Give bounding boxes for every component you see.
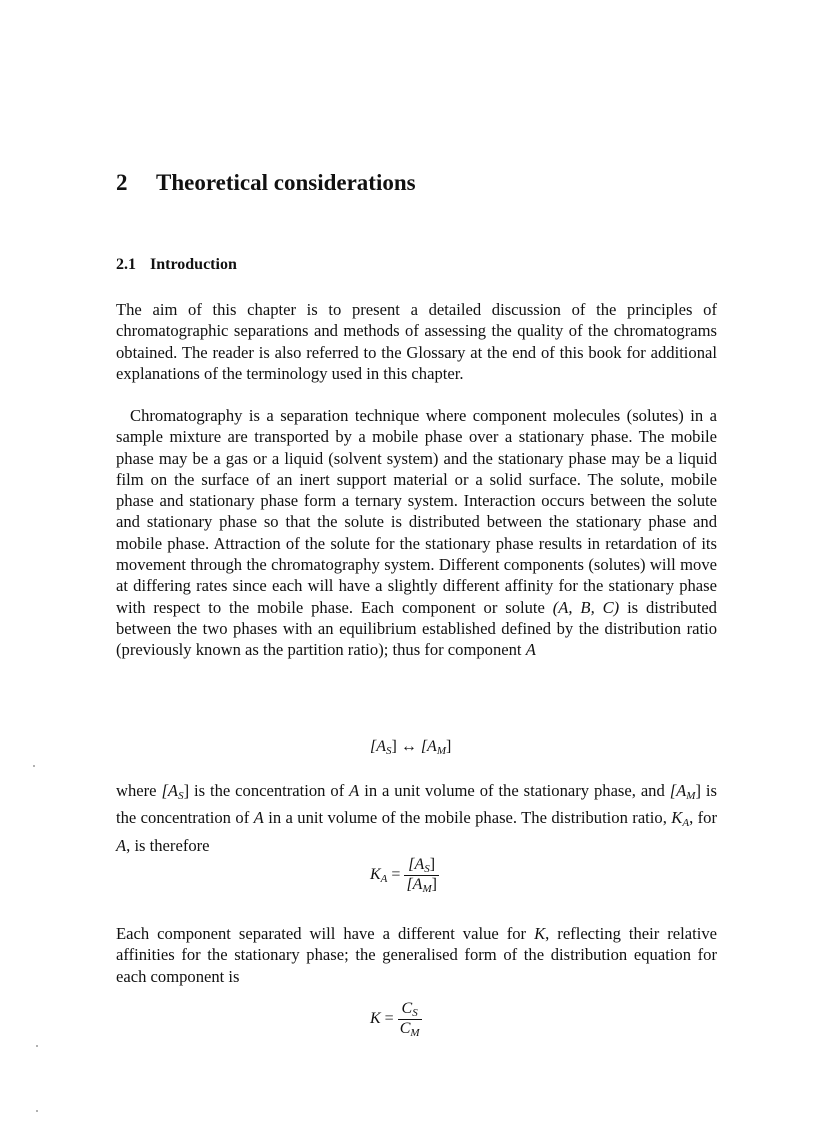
scan-speck	[36, 1110, 38, 1112]
paragraph-chromatography	[116, 405, 717, 661]
distribution-ratio-equation: $K_A$ = $\frac{[A_S]}{[A_M]}$	[370, 856, 437, 895]
paragraph-generalised: Each component separated will have a different value for K, reflecting their relative affinities for the stationary phase; the generalised form of the distribution equation for each component is	[116, 924, 718, 986]
chapter-title	[116, 170, 416, 196]
paragraph-definitions: where $[A_S]$ is the concentration of A in a unit volume of the stationary phase, and $[A_M]$ is the concentration of A in a unit volume of the mobile phase. The distribution ratio, $K_A$, for A, is therefore	[116, 781, 718, 855]
scan-speck	[33, 765, 35, 767]
paragraph-chromatography-tail: is distributed between the two phases with an equilibrium established defined by the distribution ratio (previously known as the partition ratio); thus for component	[116, 597, 717, 660]
chapter-title-text: Theoretical considerations	[156, 170, 416, 195]
section-heading	[116, 256, 237, 274]
chapter-number: 2	[116, 170, 128, 195]
solute-list: (A, B, C)	[552, 597, 620, 617]
section-number: 2.1	[116, 256, 136, 273]
general-distribution-equation: K = $\frac{C_S}{C_M}$	[370, 1000, 420, 1039]
equilibrium-arrow: ↔	[400, 738, 417, 755]
distribution-ratio-fraction: $\frac{[A_S]}{[A_M]}$	[406, 856, 437, 895]
paragraph-chromatography-main: Chromatography is a separation technique where component molecules (solutes) in a sample mixture are transported by a mobile phase over a stationary phase. The mobile phase may be a gas or a liquid (solvent system) and the stationary phase may be a liquid film on the surface of an inert support material or a solid surface. The solute, mobile phase and stationary phase form a ternary system. Interaction occurs between the solute and stationary phase so that the solute is distributed between the stationary phase and mobile phase. Attraction of the solute for the stationary phase results in retardation of its movement through the chromatography system. Different components (solutes) will move at differing rates since each will have a slightly different affinity for the stationary phase with respect to the mobile phase. Each component or solute	[116, 406, 717, 617]
component-var: A	[525, 640, 536, 660]
scan-speck	[36, 1045, 38, 1047]
section-title-text: Introduction	[150, 256, 237, 273]
general-distribution-fraction: $\frac{C_S}{C_M}$	[399, 1000, 420, 1039]
equilibrium-equation: $[A_S]$ ↔ $[A_M]$	[370, 738, 452, 757]
paragraph-intro: The aim of this chapter is to present a detailed discussion of the principles of chromatographic separations and methods of assessing the quality of the chromatograms obtained. The reader is also referred to the Glossary at the end of this book for additional explanations of the terminology used in this chapter.	[116, 300, 717, 383]
